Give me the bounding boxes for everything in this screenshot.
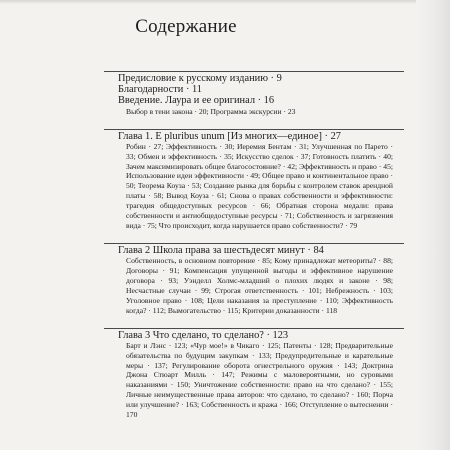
toc-entry-preface[interactable]: Предисловие к русскому изданию · 9 bbox=[118, 73, 282, 84]
toc-entry-chapter-3[interactable]: Глава 3 Что сделано, то сделано? · 123 bbox=[118, 329, 289, 341]
toc-entry-chapter-1[interactable]: Глава 1. E pluribus unum [Из многих—единое] · 27 bbox=[118, 130, 341, 142]
toc-entry-chapter-2[interactable]: Глава 2 Школа права за шестьдесят минут · 84 bbox=[118, 244, 324, 256]
page-title: Содержание bbox=[135, 16, 237, 37]
toc-subentries-chapter-1: Робин · 27; Эффективность · 30; Иеремия Бентам · 31; Улучшенная по Парето · 33; Обмен и эффективность · 35; Искусство сделок · 37; Готовность платить · 40; Зачем максимизировать общее благосостояние? · 42; Эффективность и право · 45; Использование идеи эффективности · 49; Общее право и континентальное право · 50; Теорема Коуза · 53; Создание рынка для борьбы с контролем ставок арендной платы · 58; Вывод Коуза · 61; Снова о правах собственности и эффективности: трагедия общедоступных ресурсов · 66; Обратная сторона медали: права собственности и антиобщедоступные ресурсы · 71; Собственность и загрязнения вида · 75; Что происходит, когда нарушается право собственности? · 79 bbox=[126, 141, 393, 230]
page-gutter-shadow bbox=[416, 0, 450, 450]
toc-subentries-chapter-2: Собственность, в основном повторение · 85; Кому принадлежат метеориты? · 88; Договоры · 91; Компенсация упущенной выгоды и эффективное нарушение договора · 93; Уэнделл Холмс-младший о плохих людях и законе · 98; Несчастные случаи · 99; Строгая ответственность · 101; Небрежность · 103; Уголовное право · 108; Цели наказания за преступление · 110; Эффективность когда? · 112; Вымогательство · 115; Критерии доказанности · 118 bbox=[126, 256, 393, 315]
page-edge-shadow bbox=[0, 0, 450, 4]
toc-subentries-introduction: Выбор в тени закона · 20; Программа экскурсии · 23 bbox=[126, 106, 296, 116]
toc-entry-introduction[interactable]: Введение. Лаура и ее оригинал · 16 bbox=[118, 95, 275, 107]
toc-entry-acknowledgements[interactable]: Благодарности · 11 bbox=[118, 84, 203, 96]
toc-subentries-chapter-3: Барт и Лэнс · 123; «Чур мое!» в Чикаго · 125; Патенты · 128; Предварительные обязательства по будущим закупкам · 133; Предупредительные и карательные меры · 137; Регулирование оборота огнестрельного оружия · 143; Доктрина Джона Стюарт Милль · 147; Режимы с маловероятными, но суровыми наказаниями · 150; Уничтожение собственности: право на что сделано? · 155; Личные неимущественные права авторов: что сделано, то сделано? · 160; Порча или улучшение? · 163; Собственность и кража · 166; Отступление о вытеснении · 170 bbox=[126, 340, 393, 420]
table-of-contents bbox=[118, 68, 393, 420]
